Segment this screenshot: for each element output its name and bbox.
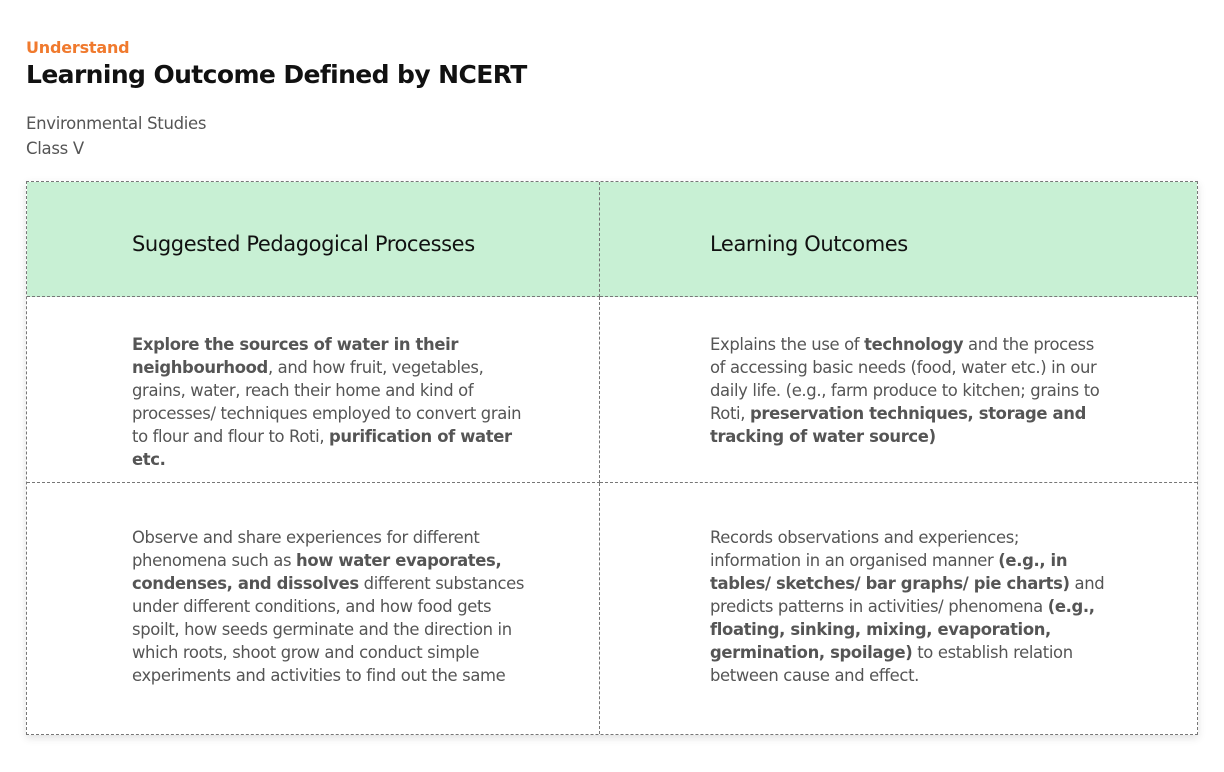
meta-block: [26, 111, 206, 161]
text-segment: and the process of accessing basic needs (food, water etc.) in our daily life. (e.g., farm produce to kitchen; grains to Roti,: [710, 335, 1100, 423]
emphasis-text: purification of water etc.: [132, 427, 512, 469]
emphasis-text: (e.g., floating, sinking, mixing, evaporation, germination, spoilage): [710, 597, 1095, 662]
emphasis-text: technology: [864, 335, 964, 354]
table-row-1-process: [27, 297, 600, 483]
subject-label: Environmental Studies: [26, 114, 207, 133]
table-row-2-process: [27, 483, 600, 734]
table-header-outcome: [600, 182, 1197, 297]
emphasis-text: preservation techniques, storage and tracking of water source): [710, 404, 1086, 446]
text-segment: Explains the use of: [710, 335, 865, 354]
text-segment: and predicts patterns in activities/ phenomena: [710, 574, 1105, 616]
column-heading-process: Suggested Pedagogical Processes: [132, 232, 475, 256]
process-text: [132, 526, 532, 687]
text-segment: Records observations and experiences; information in an organised manner: [710, 528, 1020, 570]
column-heading-outcome: Learning Outcomes: [710, 232, 908, 256]
outcome-text: [710, 333, 1105, 448]
process-text: [132, 333, 532, 471]
eyebrow-label: Understand: [26, 38, 130, 57]
text-segment: , and how fruit, vegetables, grains, water, reach their home and kind of processes/ techniques employed to convert grain to flour and flour to Roti,: [132, 358, 522, 446]
text-segment: to establish relation between cause and effect.: [710, 643, 1073, 685]
page-title: Learning Outcome Defined by NCERT: [26, 60, 527, 89]
class-label: Class V: [26, 139, 84, 158]
text-segment: different substances under different conditions, and how food gets spoilt, how seeds germinate and the direction in which roots, shoot grow and conduct simple experiments and activities to find out the same: [132, 574, 525, 685]
emphasis-text: (e.g., in tables/ sketches/ bar graphs/ pie charts): [710, 551, 1070, 593]
table-header-process: [27, 182, 600, 297]
outcome-table: [26, 181, 1198, 735]
text-segment: Observe and share experiences for different phenomena such as: [132, 528, 480, 570]
emphasis-text: Explore the sources of water in their neighbourhood: [132, 335, 459, 377]
outcome-text: [710, 526, 1105, 687]
table-row-2-outcome: [600, 483, 1197, 734]
table-row-1-outcome: [600, 297, 1197, 483]
emphasis-text: how water evaporates, condenses, and dissolves: [132, 551, 502, 593]
